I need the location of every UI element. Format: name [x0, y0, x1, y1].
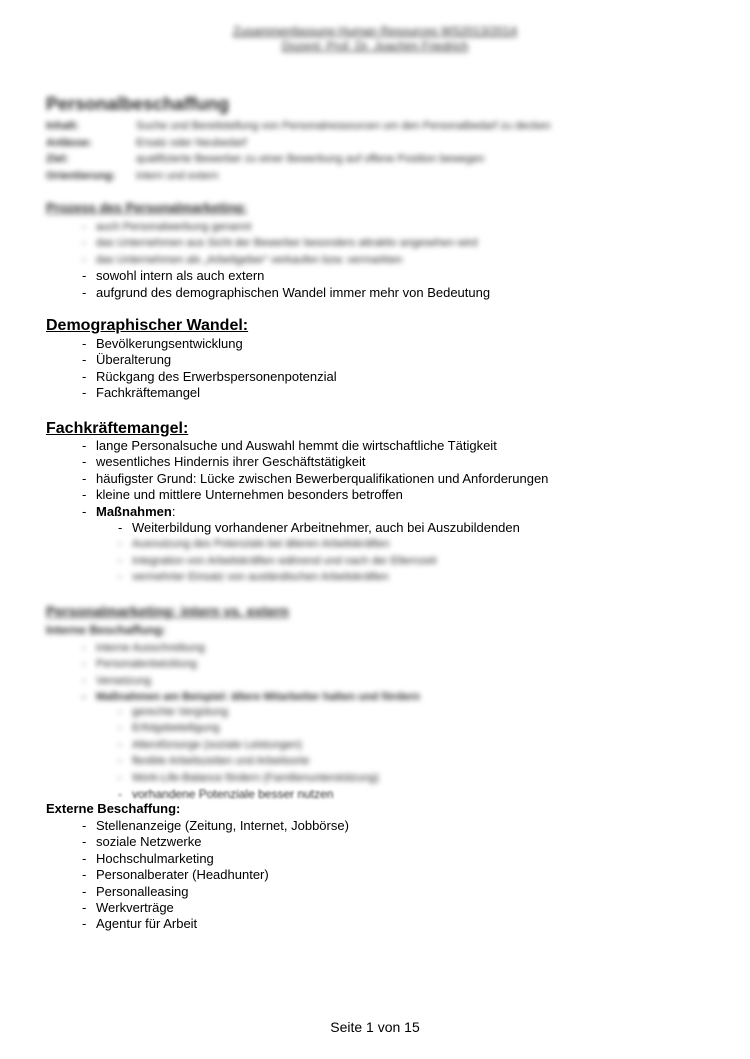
info-value: intern und extern	[136, 169, 219, 182]
intern-list	[82, 640, 420, 706]
page-number: Seite 1 von 15	[330, 1019, 420, 1035]
info-key: Anlässe:	[46, 136, 92, 149]
list-item: - aufgrund des demographischen Wandel immer mehr von Bedeutung	[82, 285, 490, 301]
info-value: Ersatz oder Neubedarf	[136, 136, 247, 149]
list-item: - kleine und mittlere Unternehmen besonders betroffen	[82, 487, 548, 503]
list-item: - sowohl intern als auch extern	[82, 268, 490, 284]
section-heading-marketing: Personalmarketing: intern vs. extern	[46, 603, 289, 619]
section-heading-fachkraefte: Fachkräftemangel:	[46, 420, 189, 437]
info-table	[46, 118, 551, 184]
list-item: - Ausnutzung des Potenzials bei älteren Arbeitskräften	[118, 536, 520, 552]
info-value: Suche und Bereitstellung von Personalressourcen um den Personalbedarf zu decken	[136, 120, 551, 132]
info-row	[46, 135, 551, 152]
list-item: - Integration von Arbeitskräften während und nach der Elternzeit	[118, 553, 520, 569]
list-item: - Bevölkerungsentwicklung	[82, 336, 337, 352]
list-item: - Weiterbildung vorhandener Arbeitnehmer, auch bei Auszubildenden	[118, 520, 520, 536]
intern-label: Interne Beschaffung:	[46, 623, 167, 637]
list-item: - wesentliches Hindernis ihrer Geschäftstätigkeit	[82, 454, 548, 470]
info-value: qualifizierte Bewerber zu einer Bewerbung auf offene Position bewegen	[136, 153, 485, 165]
list-item: - Fachkräftemangel	[82, 385, 337, 401]
list-item: - Altersfürsorge (soziale Leistungen)	[118, 737, 379, 753]
extern-label: Externe Beschaffung:	[46, 801, 181, 816]
section-heading-demographie: Demographischer Wandel:	[46, 317, 249, 334]
massnahmen-list	[118, 520, 520, 586]
info-key: Ziel:	[46, 153, 69, 165]
info-row	[46, 151, 551, 168]
list-item: - Hochschulmarketing	[82, 851, 349, 867]
list-item: - Agentur für Arbeit	[82, 916, 349, 932]
list-item: - das Unternehmen aus Sicht der Bewerber besonders attraktiv angesehen wird	[82, 235, 490, 251]
list-item: - Werkverträge	[82, 900, 349, 916]
list-item: - interne Ausschreibung	[82, 640, 420, 656]
list-item: - Personalleasing	[82, 884, 349, 900]
list-item: - lange Personalsuche und Auswahl hemmt die wirtschaftliche Tätigkeit	[82, 438, 548, 454]
info-key: Inhalt:	[46, 120, 79, 132]
list-item: - Rückgang des Erwerbspersonenpotenzial	[82, 369, 337, 385]
info-row	[46, 168, 551, 185]
list-item: - auch Personalwerbung genannt	[82, 219, 490, 235]
list-item: - soziale Netzwerke	[82, 834, 349, 850]
info-key: Orientierung:	[46, 169, 116, 182]
page-title: Personalbeschaffung	[46, 94, 230, 114]
massnahmen-label: Maßnahmen	[96, 503, 172, 519]
list-item: - flexible Arbeitszeiten und Arbeitsorte	[118, 753, 379, 769]
list-item: - gerechte Vergütung	[118, 704, 379, 720]
list-item: - vermehrter Einsatz von ausländischen Arbeitskräften	[118, 569, 520, 585]
list-item: - Personalentwicklung	[82, 656, 420, 672]
list-item: - das Unternehmen als „Arbeitgeber“ verkaufen bzw. vermarkten	[82, 252, 490, 268]
list-item: - Erfolgsbeteiligung	[118, 720, 379, 736]
fachkraefte-list	[82, 438, 548, 520]
intern-sub-list	[118, 704, 379, 802]
massnahmen-colon: :	[171, 503, 176, 519]
section-heading-prozess: Prozess des Personalmarketing:	[46, 200, 247, 215]
header-lecturer: Dozent: Prof. Dr. Joachim Friedrich	[281, 39, 469, 53]
list-item: - häufigster Grund: Lücke zwischen Bewerberqualifikationen und Anforderungen	[82, 471, 548, 487]
list-item: - vorhandene Potenziale besser nutzen	[118, 786, 379, 802]
list-item: - Work-Life-Balance fördern (Familienunterstützung)	[118, 770, 379, 786]
list-item: - Stellenanzeige (Zeitung, Internet, Jobbörse)	[82, 818, 349, 834]
list-item: - Versetzung	[82, 673, 420, 689]
list-item: - Personalberater (Headhunter)	[82, 867, 349, 883]
document-header	[0, 24, 750, 54]
prozess-list	[82, 219, 490, 301]
demographie-list	[82, 336, 337, 402]
extern-list	[82, 818, 349, 933]
header-course-title: Zusammenfassung Human Resources WS2013/2014	[232, 24, 518, 38]
list-item-massnahmen	[82, 504, 548, 520]
list-item: - Überalterung	[82, 352, 337, 368]
list-item: - Maßnahmen am Beispiel: ältere Mitarbeiter halten und fördern	[82, 689, 420, 705]
info-row	[46, 118, 551, 135]
